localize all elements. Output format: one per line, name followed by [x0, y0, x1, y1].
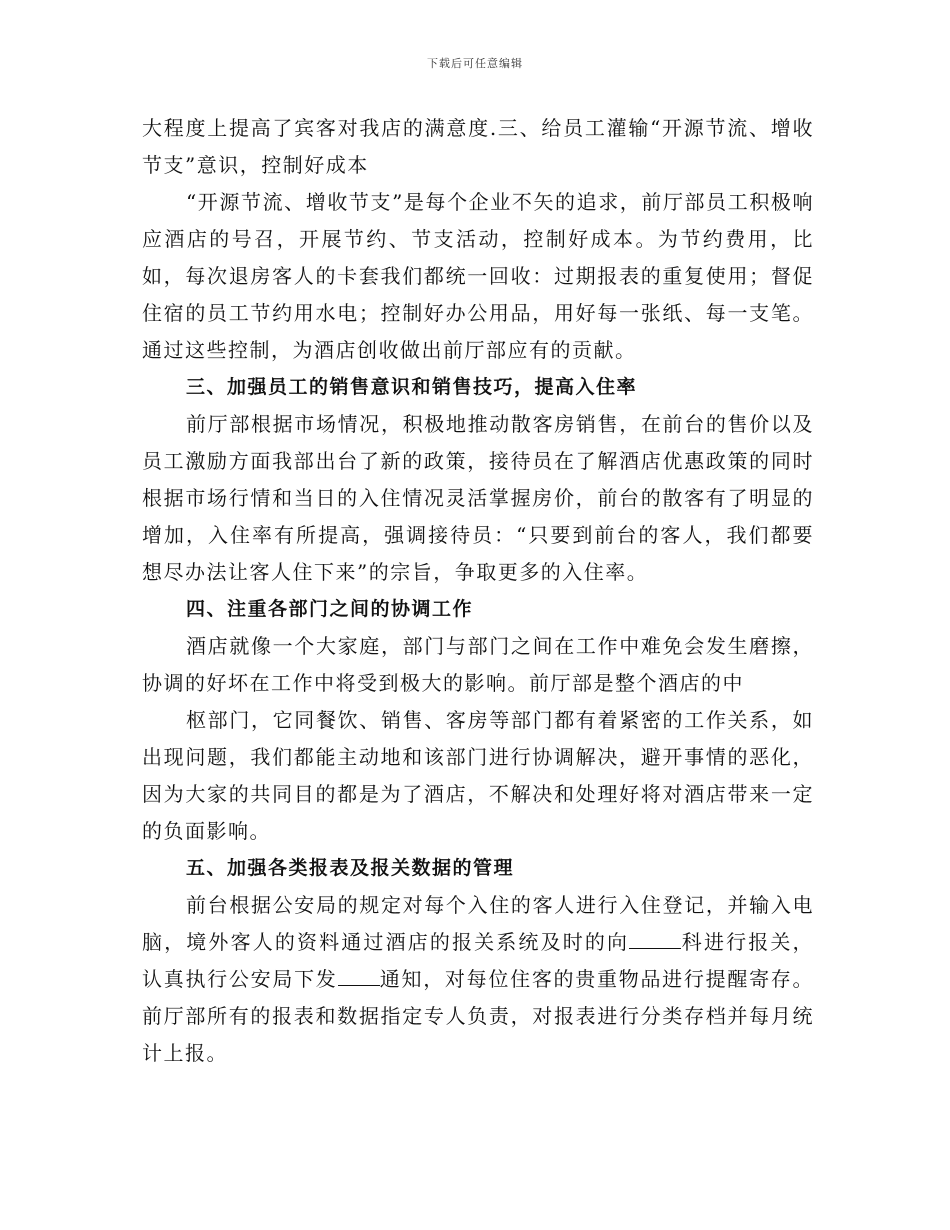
paragraph-3: 前厅部根据市场情况，积极地推动散客房销售，在前台的售价以及员工激励方面我部出台了新的政策，接待员在了解酒店优惠政策的同时根据市场行情和当日的入住情况灵活掌握房价，前台的散客有了明显的增加，入住率有所提高，强调接待员：“只要到前台的客人，我们都要想尽办法让客人住下来”的宗旨，争取更多的入住率。 — [142, 412, 814, 584]
section-heading-5: 五、加强各类报表及报关数据的管理 — [186, 857, 515, 879]
paragraph-6-part-c: 通知，对每位住客的贵重物品进行提醒寄存。前厅部所有的报表和数据指定专人负责，对报表进行分类存档并每月统计上报。 — [142, 967, 815, 1065]
section-heading-3: 三、加强员工的销售意识和销售技巧，提高入住率 — [186, 376, 638, 398]
page-header: 下载后可任意编辑 — [427, 57, 523, 70]
document-body — [142, 110, 814, 1072]
blank-underline-1 — [629, 928, 681, 949]
section-heading-4: 四、注重各部门之间的协调工作 — [186, 598, 474, 620]
paragraph-4: 酒店就像一个大家庭，部门与部门之间在工作中难免会发生磨擦，协调的好坏在工作中将受到极大的影响。前厅部是整个酒店的中 — [142, 634, 814, 695]
paragraph-6-part-a: 前台根据公安局的规定对每个入住的客人进行入住登记，并输入电脑，境外客人的资料通过酒店的报关系统及时的向 — [142, 893, 814, 954]
blank-underline-2 — [338, 965, 380, 986]
paragraph-5: 枢部门，它同餐饮、销售、客房等部门都有着紧密的工作关系，如出现问题，我们都能主动地和该部门进行协调解决，避开事情的恶化，因为大家的共同目的都是为了酒店，不解决和处理好将对酒店带来一定的负面影响。 — [142, 708, 814, 843]
paragraph-6-part-b: 科进行报关，认真执行公安局下发 — [142, 930, 815, 991]
paragraph-1: 大程度上提高了宾客对我店的满意度.三、给员工灌输“开源节流、增收节支”意识，控制好成本 — [142, 116, 814, 177]
paragraph-6 — [142, 887, 814, 1072]
paragraph-2: “开源节流、增收节支”是每个企业不矢的追求，前厅部员工积极响应酒店的号召，开展节约、节支活动，控制好成本。为节约费用，比如，每次退房客人的卡套我们都统一回收：过期报表的重复使用；督促住宿的员工节约用水电；控制好办公用品，用好每一张纸、每一支笔。通过这些控制，为酒店创收做出前厅部应有的贡献。 — [142, 190, 814, 362]
